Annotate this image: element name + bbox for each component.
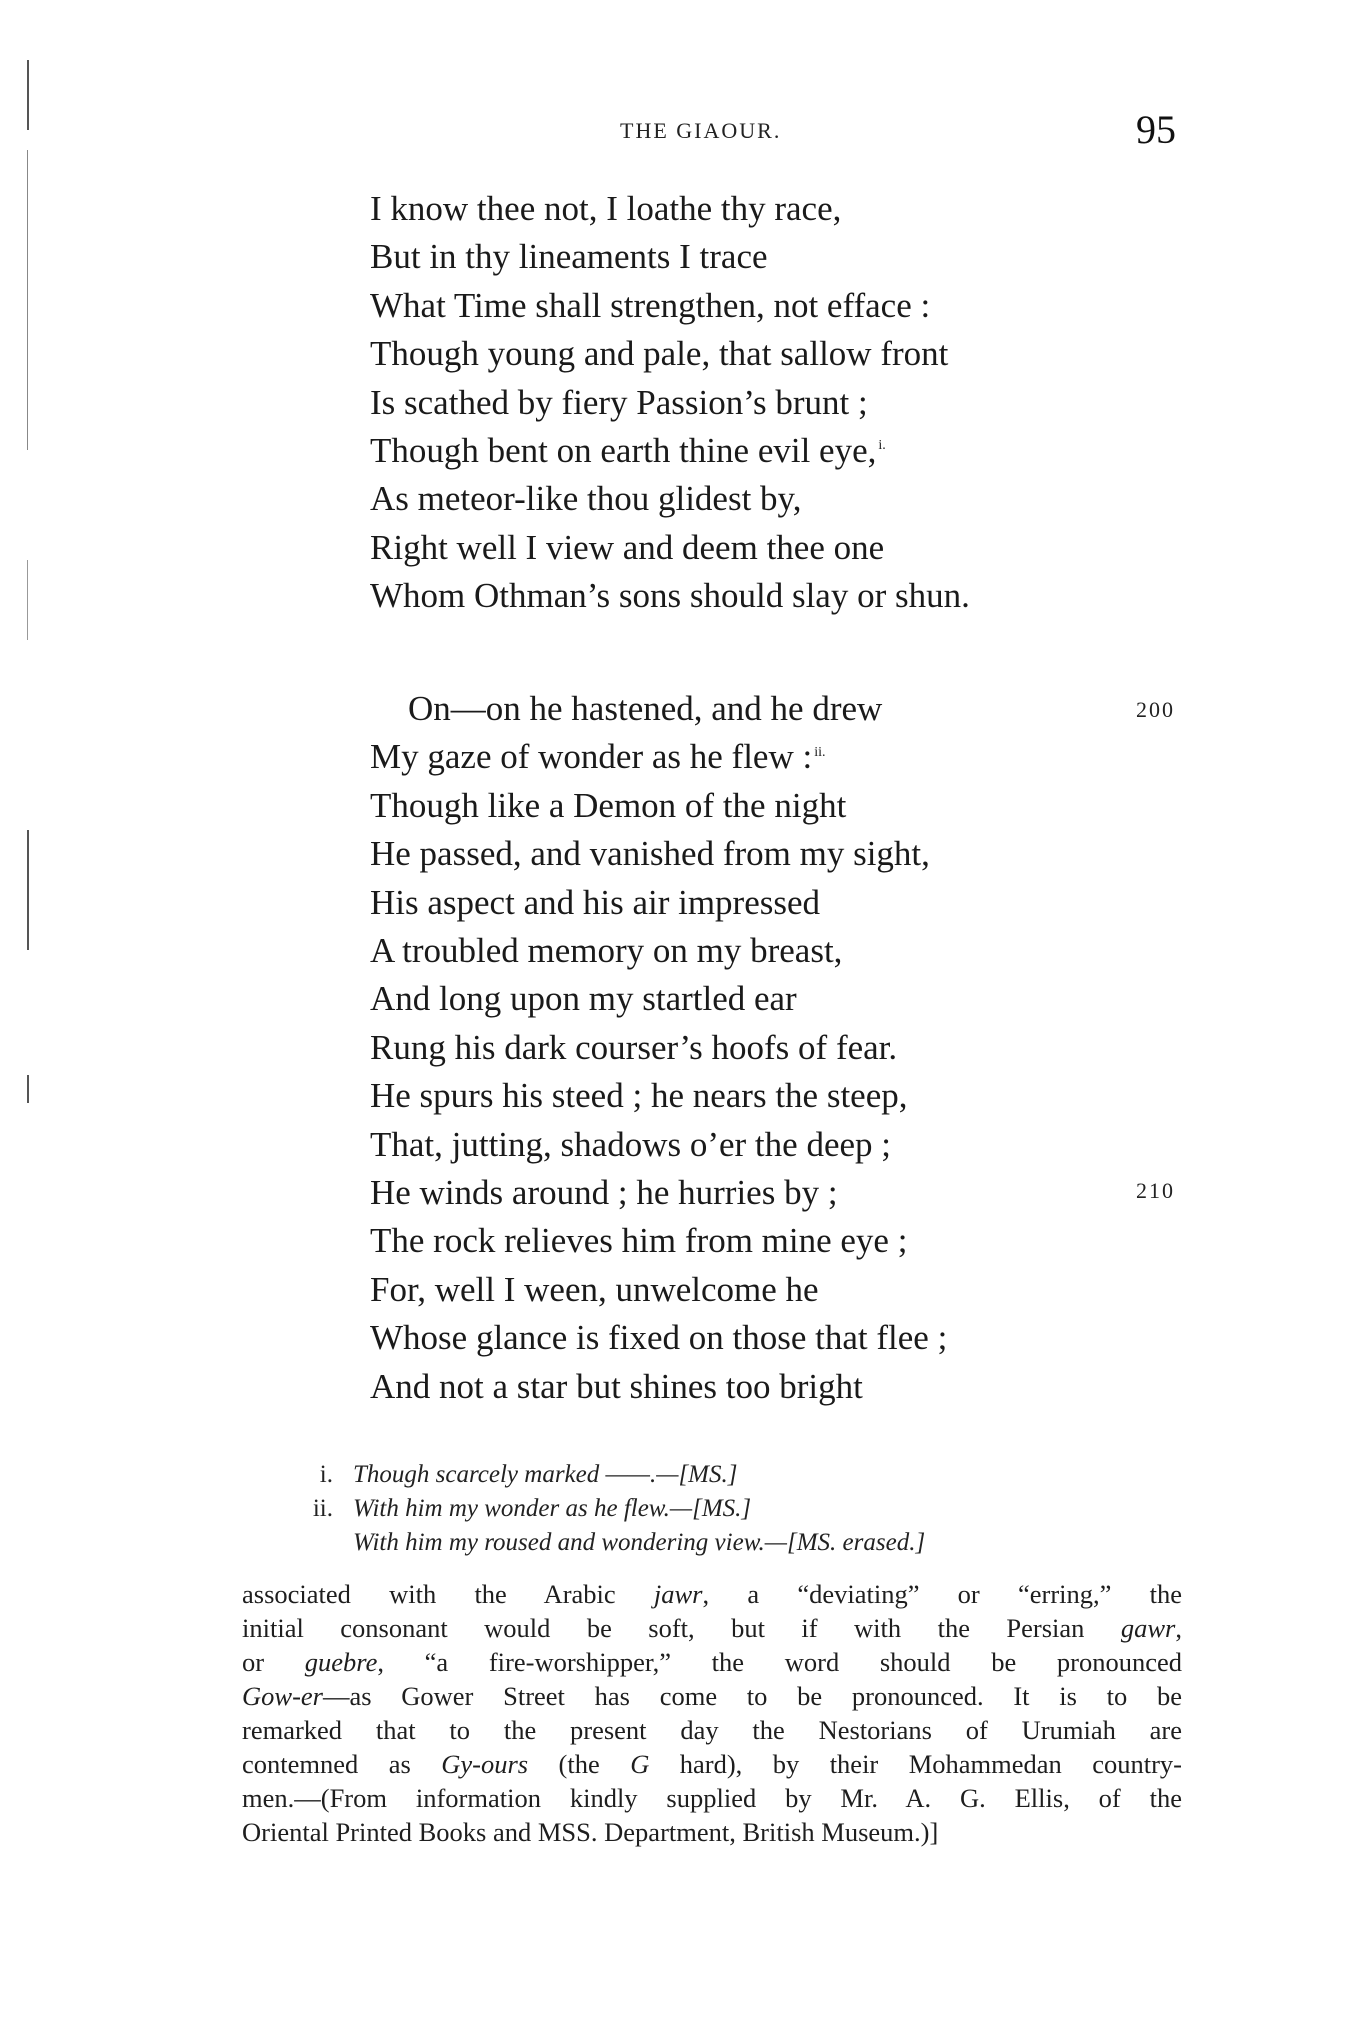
verse-line: His aspect and his air impressed xyxy=(370,882,821,922)
footnote-line: men.—(From information kindly supplied by Mr. A. G. Ellis, of the xyxy=(242,1783,1182,1813)
footnote-italic: G xyxy=(630,1749,650,1779)
footnote-text: or xyxy=(242,1647,305,1677)
footnote-line: Oriental Printed Books and MSS. Department, British Museum.)] xyxy=(242,1817,939,1847)
textual-variants xyxy=(293,1458,925,1560)
variant-text: With him my wonder as he flew.— xyxy=(353,1495,693,1522)
verse-line: Though like a Demon of the night xyxy=(370,785,847,825)
footnote-line: remarked that to the present day the Nestorians of Urumiah are xyxy=(242,1715,1182,1745)
variant-source: [MS.] xyxy=(692,1495,752,1522)
footnote-italic: jawr xyxy=(653,1579,703,1609)
footnote-line xyxy=(242,1679,1182,1713)
running-title: THE GIAOUR. xyxy=(620,118,782,143)
variant-text: Though scarcely marked ——.— xyxy=(353,1461,679,1488)
verse-line: And not a star but shines too bright xyxy=(370,1366,863,1406)
line-number: 210 xyxy=(1136,1178,1175,1203)
verse-line: What Time shall strengthen, not efface : xyxy=(370,285,931,325)
stanza-2 xyxy=(370,685,947,1411)
verse-line xyxy=(370,427,970,475)
footnote-text: —as Gower Street has come to be pronounced. It is to be xyxy=(322,1681,1182,1711)
footnote-line xyxy=(242,1611,1182,1645)
variant-source: [MS. erased.] xyxy=(787,1529,926,1556)
page-number: 95 xyxy=(1136,107,1176,152)
variant-row xyxy=(293,1526,925,1560)
binding-edge-mark xyxy=(27,150,28,450)
verse-line: That, jutting, shadows o’er the deep ; xyxy=(370,1124,891,1164)
verse-line: Whom Othman’s sons should slay or shun. xyxy=(370,576,970,616)
binding-edge-mark xyxy=(27,830,29,950)
verse-line: Though young and pale, that sallow front xyxy=(370,334,949,374)
binding-edge-mark xyxy=(27,60,29,130)
footnote-italic: guebre xyxy=(304,1647,378,1677)
verse-line: Whose glance is fixed on those that flee ; xyxy=(370,1318,948,1358)
footnote-text: (the xyxy=(528,1749,631,1779)
verse-line: The rock relieves him from mine eye ; xyxy=(370,1221,908,1261)
verse-line: He spurs his steed ; he nears the steep, xyxy=(370,1076,908,1116)
variant-source: [MS.] xyxy=(678,1461,738,1488)
footnote-text: contemned as xyxy=(242,1749,442,1779)
verse-line-text: Though bent on earth thine evil eye, xyxy=(370,431,877,471)
footnote-italic: gawr xyxy=(1120,1613,1176,1643)
variant-row xyxy=(293,1492,925,1526)
verse-line: For, well I ween, unwelcome he xyxy=(370,1269,819,1309)
variant-row xyxy=(293,1458,925,1492)
verse-line: Right well I view and deem thee one xyxy=(370,527,885,567)
variant-label: i. xyxy=(319,1461,333,1488)
footnote-line xyxy=(242,1645,1182,1679)
footnote-text: initial consonant would be soft, but if with the Persian xyxy=(242,1613,1121,1643)
verse-line: On—on he hastened, and he drew xyxy=(408,689,883,728)
variant-text: With him my roused and wondering view.— xyxy=(353,1529,787,1556)
note-reference: ii. xyxy=(814,744,826,760)
verse-line: But in thy lineaments I trace xyxy=(370,237,768,277)
footnote-italic: Gow-er xyxy=(242,1681,323,1711)
footnote-text: hard), by their Mohammedan country- xyxy=(649,1749,1182,1779)
note-reference: i. xyxy=(878,438,886,454)
binding-edge-mark xyxy=(27,560,28,640)
footnote-line xyxy=(242,1747,1182,1781)
verse-line: And long upon my startled ear xyxy=(370,979,797,1019)
footnote-text: , xyxy=(1175,1613,1182,1643)
variant-label: ii. xyxy=(312,1495,333,1522)
footnote-text: associated with the Arabic xyxy=(242,1579,654,1609)
footnote-text: , a “deviating” or “erring,” the xyxy=(702,1579,1182,1609)
verse-line-text: My gaze of wonder as he flew : xyxy=(370,737,813,777)
verse-line: He winds around ; he hurries by ; xyxy=(370,1173,838,1213)
verse-line: He passed, and vanished from my sight, xyxy=(370,834,930,874)
footnote-text: , “a fire-worshipper,” the word should be pronounced xyxy=(377,1647,1182,1677)
verse-line: As meteor-like thou glidest by, xyxy=(370,479,802,519)
verse-line: A troubled memory on my breast, xyxy=(370,931,843,971)
footnote xyxy=(242,1577,1182,1849)
verse-line xyxy=(370,733,947,781)
stanza-1 xyxy=(370,185,970,621)
verse-line: Rung his dark courser’s hoofs of fear. xyxy=(370,1027,898,1067)
line-number: 200 xyxy=(1136,697,1175,722)
verse-line: Is scathed by fiery Passion’s brunt ; xyxy=(370,382,868,422)
binding-edge-mark xyxy=(27,1075,29,1103)
verse-line: I know thee not, I loathe thy race, xyxy=(370,189,842,228)
footnote-line xyxy=(242,1577,1182,1611)
footnote-italic: Gy-ours xyxy=(441,1749,529,1779)
